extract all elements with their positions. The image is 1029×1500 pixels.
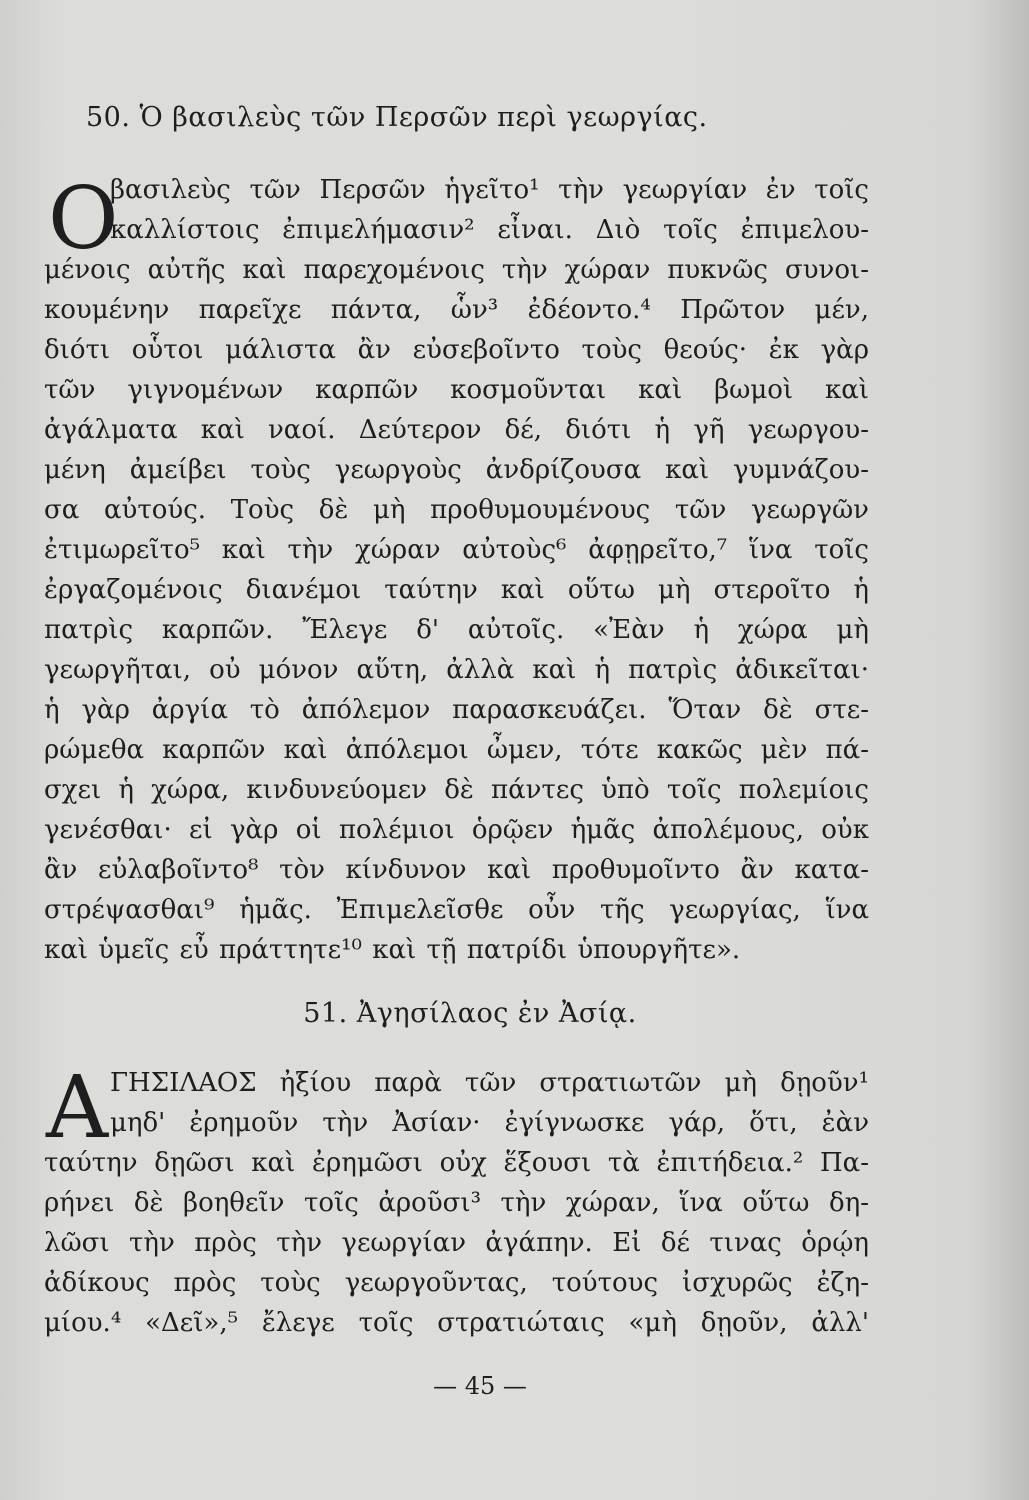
- text-line: ἂν εὐλαβοῖντο⁸ τὸν κίνδυνον καὶ προθυμοῖντο ἂν κατα-: [44, 855, 869, 885]
- section-50-heading: 50. Ὁ βασιλεὺς τῶν Περσῶν περὶ γεωργίας.: [86, 102, 708, 133]
- text-line: σα αὐτούς. Τοὺς δὲ μὴ προθυμουμένους τῶν γεωργῶν: [44, 495, 869, 525]
- text-line: ταύτην δῃῶσι καὶ ἐρημῶσι οὐχ ἕξουσι τὰ ἐπιτήδεια.² Πα-: [44, 1148, 869, 1178]
- text-line: μένη ἀμείβει τοὺς γεωργοὺς ἀνδρίζουσα καὶ γυμνάζου-: [44, 455, 869, 485]
- text-line: καλλίστοις ἐπιμελήμασιν² εἶναι. Διὸ τοῖς ἐπιμελου-: [110, 215, 869, 245]
- text-line: βασιλεὺς τῶν Περσῶν ἡγεῖτο¹ τὴν γεωργίαν ἐν τοῖς: [110, 175, 869, 205]
- drop-cap: Α: [46, 1058, 109, 1158]
- text-line: ἀγάλματα καὶ ναοί. Δεύτερον δέ, διότι ἡ γῆ γεωργου-: [44, 415, 869, 445]
- text-line: σχει ἡ χώρα, κινδυνεύομεν δὲ πάντες ὑπὸ τοῖς πολεμίοις: [44, 775, 869, 805]
- drop-cap: Ο: [48, 169, 119, 269]
- text-line: μένοις αὐτῆς καὶ παρεχομένοις τὴν χώραν πυκνῶς συνοι-: [44, 255, 869, 285]
- text-line: ρήνει δὲ βοηθεῖν τοῖς ἀροῦσι³ τὴν χώραν, ἵνα οὕτω δη-: [44, 1188, 869, 1218]
- page-number: — 45 —: [433, 1372, 527, 1400]
- text-line: τῶν γιγνομένων καρπῶν κοσμοῦνται καὶ βωμοὶ καὶ: [44, 375, 869, 405]
- text-line: ἐτιμωρεῖτο⁵ καὶ τὴν χώραν αὐτοὺς⁶ ἀφῃρεῖτο,⁷ ἵνα τοῖς: [44, 535, 869, 565]
- text-line: ἡ γὰρ ἀργία τὸ ἀπόλεμον παρασκευάζει. Ὅταν δὲ στε-: [44, 695, 869, 725]
- text-line: μηδ' ἐρημοῦν τὴν Ἀσίαν· ἐγίγνωσκε γάρ, ὅτι, ἐὰν: [110, 1108, 869, 1138]
- text-line: λῶσι τὴν πρὸς τὴν γεωργίαν ἀγάπην. Εἰ δέ τινας ὁρῴη: [44, 1228, 869, 1258]
- text-line: ρώμεθα καρπῶν καὶ ἀπόλεμοι ὦμεν, τότε κακῶς μὲν πά-: [44, 735, 869, 765]
- text-line: μίου.⁴ «Δεῖ»,⁵ ἔλεγε τοῖς στρατιώταις «μὴ δῃοῦν, ἀλλ': [44, 1308, 869, 1338]
- text-line: καὶ ὑμεῖς εὖ πράττητε¹⁰ καὶ τῇ πατρίδι ὑπουργῆτε».: [44, 935, 741, 965]
- section-51-paragraph: [44, 1058, 869, 1343]
- text-line: ἐργαζομένοις διανέμοι ταύτην καὶ οὕτω μὴ στεροῖτο ἡ: [44, 575, 869, 605]
- text-line: διότι οὗτοι μάλιστα ἂν εὐσεβοῖντο τοὺς θεούς· ἐκ γὰρ: [44, 335, 869, 365]
- text-line: ἀδίκους πρὸς τοὺς γεωργοῦντας, τούτους ἰσχυρῶς ἐζη-: [44, 1268, 869, 1298]
- text-line: στρέψασθαι⁹ ἡμᾶς. Ἐπιμελεῖσθε οὖν τῆς γεωργίας, ἵνα: [44, 895, 869, 925]
- text-line: κουμένην παρεῖχε πάντα, ὧν³ ἐδέοντο.⁴ Πρῶτον μέν,: [44, 295, 869, 325]
- text-line: πατρὶς καρπῶν. Ἔλεγε δ' αὐτοῖς. «Ἐὰν ἡ χώρα μὴ: [44, 615, 869, 645]
- text-line: γενέσθαι· εἰ γὰρ οἱ πολέμιοι ὁρῷεν ἡμᾶς ἀπολέμους, οὐκ: [44, 815, 869, 845]
- section-51-heading: 51. Ἀγησίλαος ἐν Ἀσίᾳ.: [303, 998, 637, 1029]
- text-line: ΓΗΣΙΛΑΟΣ ἠξίου παρὰ τῶν στρατιωτῶν μὴ δῃοῦν¹: [110, 1068, 869, 1098]
- section-50-paragraph: [44, 170, 869, 970]
- text-line: γεωργῆται, οὐ μόνον αὕτη, ἀλλὰ καὶ ἡ πατρὶς ἀδικεῖται·: [44, 655, 869, 685]
